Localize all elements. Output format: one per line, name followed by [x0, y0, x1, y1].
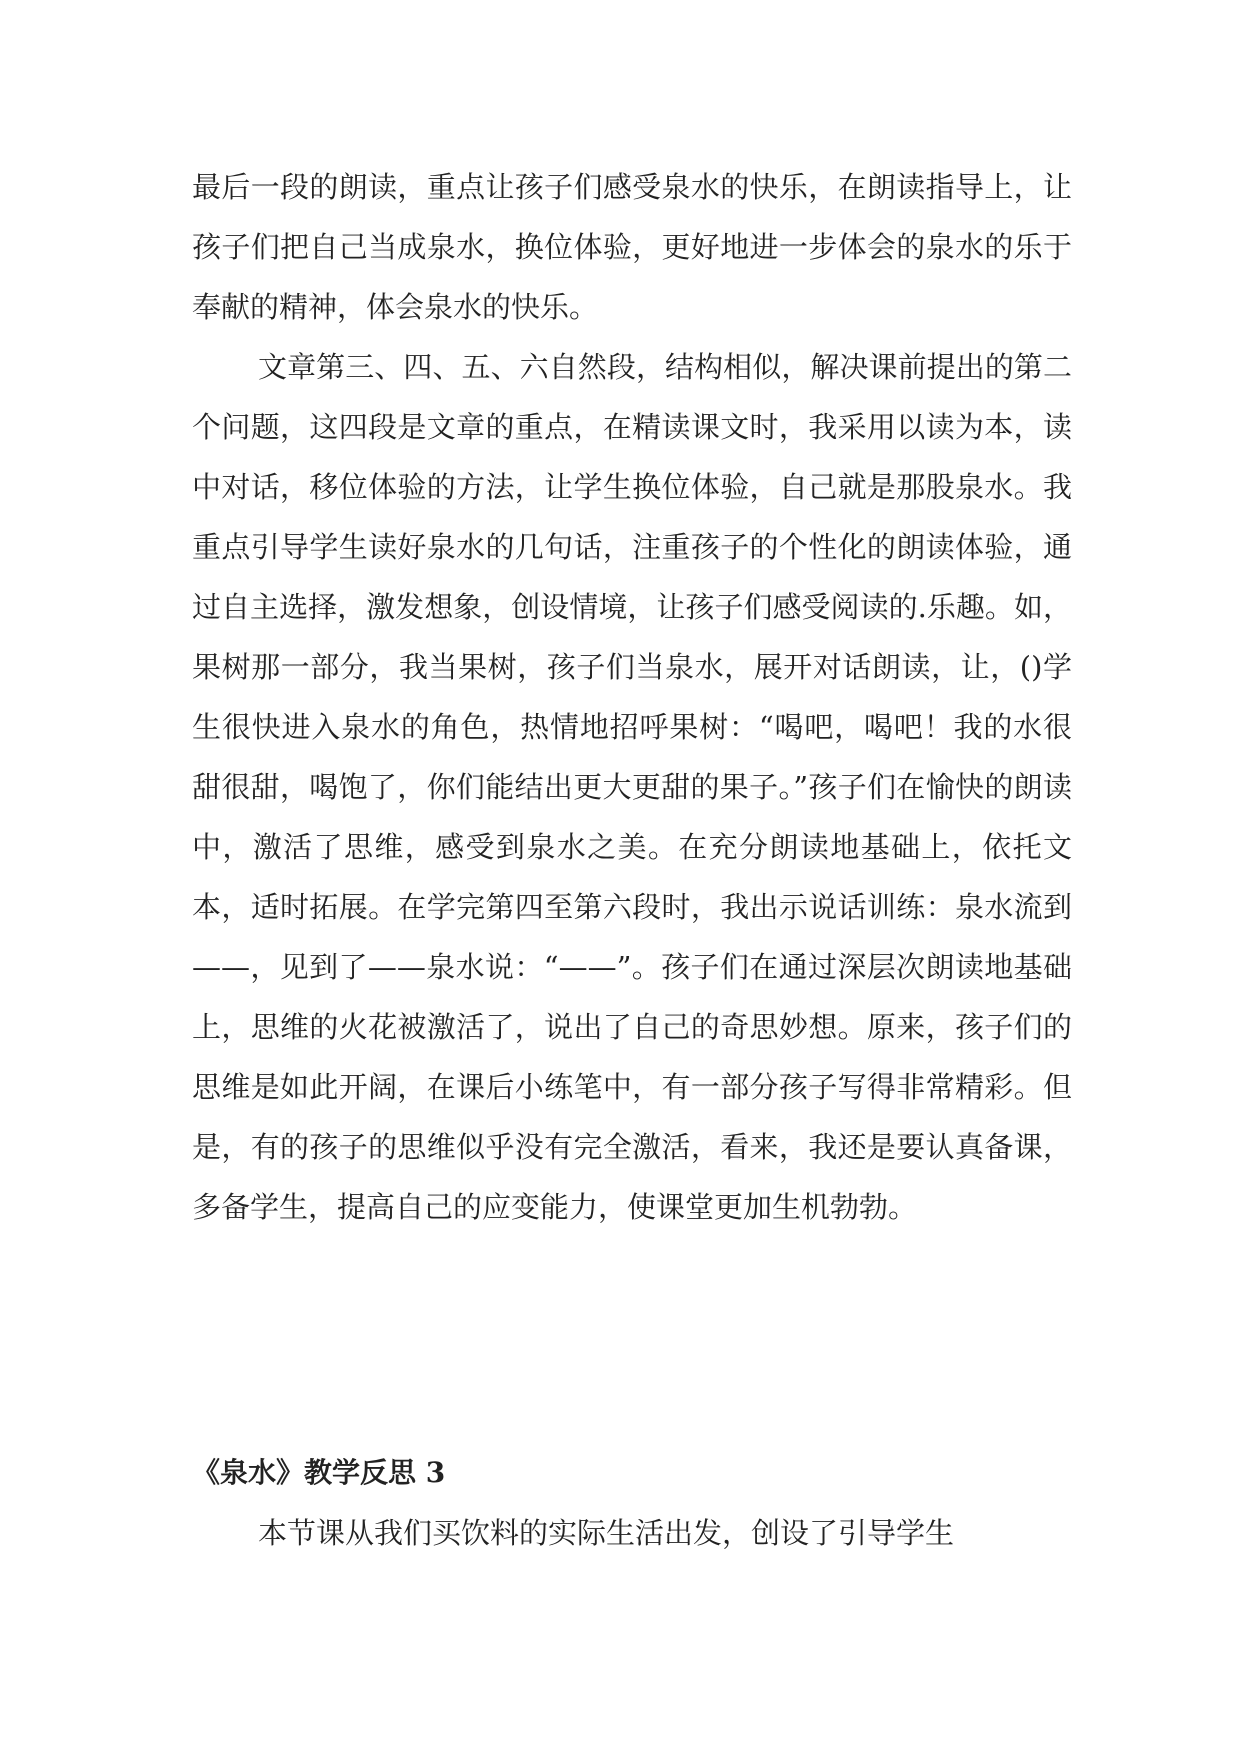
- section-heading: 《泉水》教学反思 3: [192, 1456, 446, 1489]
- paragraph-teaching-method: 文章第三、四、五、六自然段，结构相似，解决课前提出的第二个问题，这四段是文章的重点，在精读课文时，我采用以读为本，读中对话，移位体验的方法，让学生换位体验，自己就是那股泉水。我重点引导学生读好泉水的几句话，注重孩子的个性化的朗读体验，通过自主选择，激发想象，创设情境，让孩子们感受阅读的.乐趣。如，果树那一部分，我当果树，孩子们当泉水，展开对话朗读，让，()学生很快进入泉水的角色，热情地招呼果树：“喝吧，喝吧！我的水很甜很甜，喝饱了，你们能结出更大更甜的果子。”孩子们在愉快的朗读中，激活了思维，感受到泉水之美。在充分朗读地基础上，依托文本，适时拓展。在学完第四至第六段时，我出示说话训练：泉水流到——，见到了——泉水说：“——”。孩子们在通过深层次朗读地基础上，思维的火花被激活了，说出了自己的奇思妙想。原来，孩子们的思维是如此开阔，在课后小练笔中，有一部分孩子写得非常精彩。但是，有的孩子的思维似乎没有完全激活，看来，我还是要认真备课，多备学生，提高自己的应变能力，使课堂更加生机勃勃。: [192, 350, 1072, 1224]
- paragraph-section-intro: 本节课从我们买饮料的实际生活出发，创设了引导学生: [258, 1516, 955, 1550]
- paragraph-reading-reflection: 最后一段的朗读，重点让孩子们感受泉水的快乐，在朗读指导上，让孩子们把自己当成泉水，换位体验，更好地进一步体会的泉水的乐于奉献的精神，体会泉水的快乐。: [192, 170, 1072, 324]
